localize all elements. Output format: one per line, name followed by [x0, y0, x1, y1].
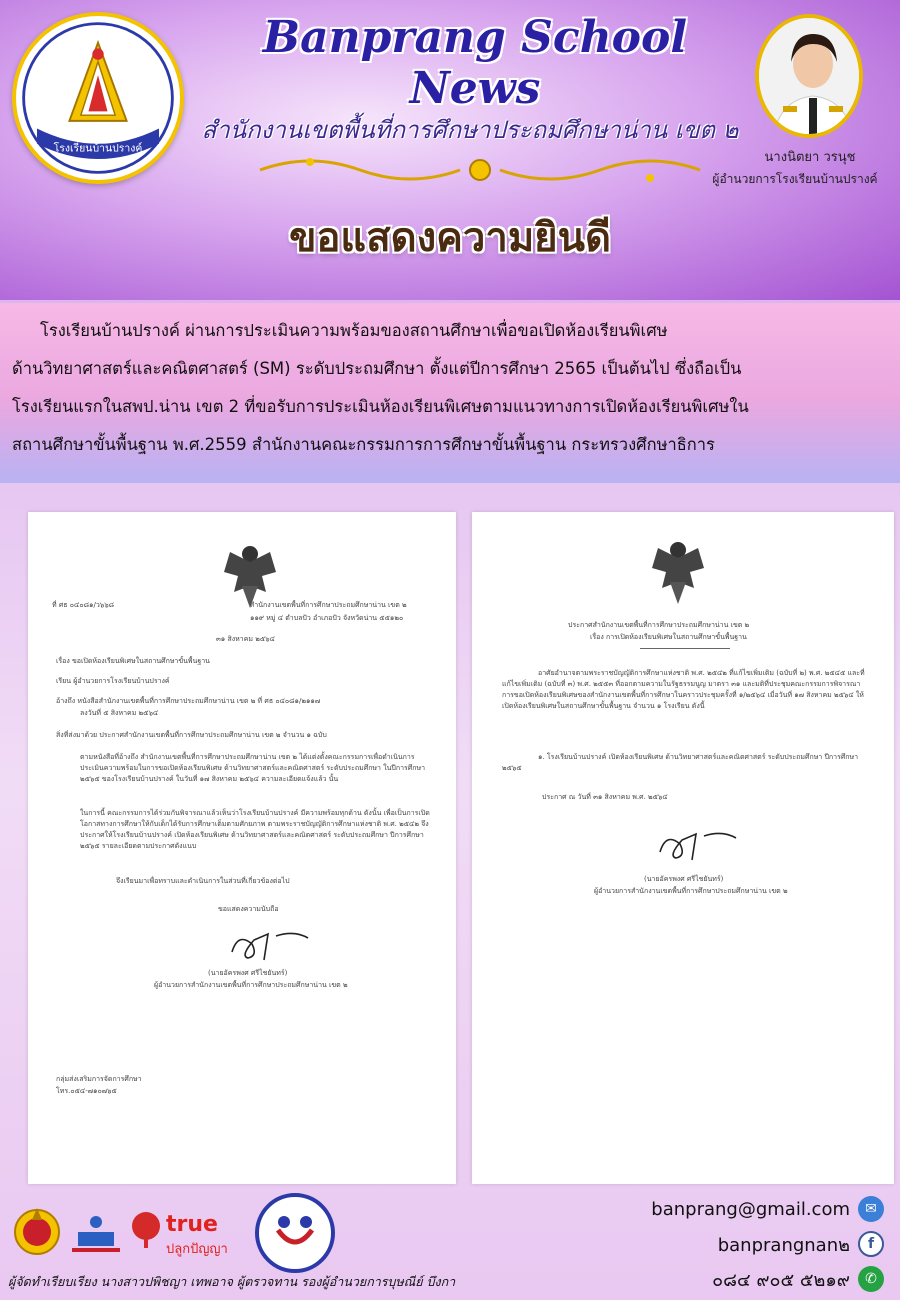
whatsapp-phone-icon: ✆ — [858, 1266, 884, 1292]
gold-ornament-divider — [250, 150, 710, 190]
letter-office: สำนักงานเขตพื้นที่การศึกษาประถมศึกษาน่าน เขต ๒ — [250, 601, 407, 609]
tree-logo-icon — [126, 1210, 166, 1250]
announcement-doc-date: ประกาศ ณ วันที่ ๓๑ สิงหาคม พ.ศ. ๒๕๖๔ — [542, 793, 668, 801]
official-letter-document — [28, 512, 456, 1184]
school-logo-text: โรงเรียนบ้านปรางค์ — [53, 142, 143, 155]
letter-attachment: สิ่งที่ส่งมาด้วย ประกาศสำนักงานเขตพื้นที่การศึกษาประถมศึกษาน่าน เขต ๒ จำนวน ๑ ฉบับ — [56, 731, 327, 739]
signature-image — [652, 826, 742, 864]
facebook-text[interactable]: banprangnan๒ — [717, 1234, 850, 1256]
letter-address: ๑๑๙ หมู่ ๔ ตำบลปัว อำเภอปัว จังหวัดน่าน ๕๕๑๒๐ — [250, 614, 404, 622]
announcement-text — [12, 312, 892, 464]
letter-paragraph: ตามหนังสือที่อ้างถึง สำนักงานเขตพื้นที่การศึกษาประถมศึกษาน่าน เขต ๒ ได้แต่งตั้งคณะกรรมการเพื่อดำเนินการประเมินความพร้อมในการขอเปิดห้องเรียนพิเศษ ด้านวิทยาศาสตร์และคณิตศาสตร์ ระดับประถมศึกษา ในปีการศึกษา ๒๕๖๕ ของโรงเรียนบ้านปรางค์ ในวันที่ ๑๗ สิงหาคม ๒๕๖๔ ความละเอียดแจ้งแล้ว นั้น — [80, 753, 426, 783]
congratulations-heading: ขอแสดงความยินดี — [289, 215, 611, 261]
director-name: นางนิตยา วรนุช — [764, 150, 856, 165]
letter-paragraph: จึงเรียนมาเพื่อทราบและดำเนินการในส่วนที่เกี่ยวข้องต่อไป — [116, 877, 290, 885]
email-text[interactable]: banprang@gmail.com — [651, 1198, 850, 1220]
director-title: ผู้อำนวยการโรงเรียนบ้านปรางค์ — [712, 172, 878, 186]
contact-phone[interactable] — [554, 1265, 884, 1293]
announcement-line: สถานศึกษาขั้นพื้นฐาน พ.ศ.2559 สำนักงานคณะกรรมการการศึกษาขั้นพื้นฐาน กระทรวงศึกษาธิการ — [12, 435, 715, 454]
announcement-doc-heading: ประกาศสำนักงานเขตพื้นที่การศึกษาประถมศึกษาน่าน เขต ๒ — [568, 621, 750, 629]
obec-logo-icon — [12, 1202, 62, 1258]
letter-reference: อ้างถึง หนังสือสำนักงานเขตพื้นที่การศึกษาประถมศึกษาน่าน เขต ๒ ที่ ศธ ๐๔๐๘๑/๒๑๑๗ — [56, 697, 321, 705]
letter-signer: (นายอัครพงศ ศรีไชยันทร์) — [208, 969, 288, 977]
letter-ref-no: ที่ ศธ ๐๔๐๘๑/ว๖๖๘ — [52, 601, 115, 609]
contact-facebook[interactable] — [554, 1230, 884, 1258]
education-partner-logo-icon — [68, 1212, 124, 1256]
announcement-line: โรงเรียนบ้านปรางค์ ผ่านการประเมินความพร้อมของสถานศึกษาเพื่อขอเปิดห้องเรียนพิเศษ — [40, 321, 668, 340]
announcement-doc-signer-title: ผู้อำนวยการสำนักงานเขตพื้นที่การศึกษาประถมศึกษาน่าน เขต ๒ — [594, 887, 788, 895]
director-portrait — [755, 14, 863, 138]
divider-line — [640, 648, 730, 649]
announcement-line: ด้านวิทยาศาสตร์และคณิตศาสตร์ (SM) ระดับประถมศึกษา ตั้งแต่ปีการศึกษา 2565 เป็นต้นไป ซึ่งถือเป็น — [12, 359, 742, 378]
true-logo-subtext: ปลูกปัญญา — [166, 1242, 228, 1257]
partner-logos — [0, 1190, 560, 1270]
announcement-doc-paragraph: ๑. โรงเรียนบ้านปรางค์ เปิดห้องเรียนพิเศษ ด้านวิทยาศาสตร์และคณิตศาสตร์ ระดับประถมศึกษา ปีการศึกษา ๒๕๖๕ — [502, 753, 859, 772]
letter-paragraph: ในการนี้ คณะกรรมการได้ร่วมกันพิจารณาแล้วเห็นว่าโรงเรียนบ้านปรางค์ มีความพร้อมทุกด้าน ดังนั้น เพื่อเป็นการเปิดโอกาสทางการศึกษาให้กับเด็กได้รับการศึกษาเต็มตามศักยภาพ ตามพระราชบัญญัติการศึกษาแห่งชาติ พ.ศ. ๒๕๔๒ จึงประกาศให้โรงเรียนบ้านปรางค์ เปิดห้องเรียนพิเศษ ด้านวิทยาศาสตร์และคณิตศาสตร์ ระดับประถมศึกษา ปีการศึกษา ๒๕๖๕ รายละเอียดตามประกาศดังแนบ — [80, 809, 430, 850]
news-title: Banprang School News — [262, 12, 688, 114]
announcement-doc-paragraph: อาศัยอำนาจตามพระราชบัญญัติการศึกษาแห่งชาติ พ.ศ. ๒๕๔๒ ที่แก้ไขเพิ่มเติม (ฉบับที่ ๒) พ.ศ. ๒๕๔๕ และที่แก้ไขเพิ่มเติม (ฉบับที่ ๓) พ.ศ. ๒๕๕๓ ที่ออกตามความในรัฐธรรมนูญ มาตรา ๓๑ และมติที่ประชุมคณะกรรมการพิจารณาการขอเปิดห้องเรียนพิเศษของสำนักงานเขตพื้นที่การศึกษาในคราวประชุมครั้งที่ ๑/๒๕๖๔ เมื่อวันที่ ๑๗ สิงหาคม ๒๕๖๔ ให้เปิดห้องเรียนพิเศษในสถานศึกษาขั้นพื้นฐาน จำนวน ๑ โรงเรียน ดังนี้ — [502, 669, 865, 710]
announcement-doc-subject: เรื่อง การเปิดห้องเรียนพิเศษในสถานศึกษาขั้นพื้นฐาน — [590, 633, 747, 641]
official-announcement-document — [472, 512, 894, 1184]
true-logo-text: true — [166, 1212, 218, 1237]
announcement-line: โรงเรียนแรกในสพป.น่าน เขต 2 ที่ขอรับการประเมินห้องเรียนพิเศษตามแนวทางการเปิดห้องเรียนพิเศษใน — [12, 397, 749, 416]
school-logo — [12, 12, 184, 184]
signature-image — [224, 926, 314, 964]
phone-text[interactable]: ๐๘๔ ๙๐๕ ๕๒๑๙ — [712, 1269, 850, 1291]
happy-school-logo-icon — [254, 1192, 336, 1274]
header-banner — [0, 0, 900, 300]
letter-recipient: เรียน ผู้อำนวยการโรงเรียนบ้านปรางค์ — [56, 677, 170, 685]
contact-email[interactable] — [554, 1195, 884, 1223]
office-name: สำนักงานเขตพื้นที่การศึกษาประถมศึกษาน่าน เขต ๒ — [201, 116, 739, 144]
letter-phone: โทร.๐๕๔-๗๑๐๗๖๕ — [56, 1087, 117, 1095]
letter-department: กลุ่มส่งเสริมการจัดการศึกษา — [56, 1075, 142, 1083]
letter-closing: ขอแสดงความนับถือ — [218, 905, 279, 913]
letter-signer-title: ผู้อำนวยการสำนักงานเขตพื้นที่การศึกษาประถมศึกษาน่าน เขต ๒ — [154, 981, 348, 989]
email-icon: ✉ — [858, 1196, 884, 1222]
facebook-icon: f — [858, 1231, 884, 1257]
announcement-doc-signer: (นายอัครพงศ ศรีไชยันทร์) — [644, 875, 724, 883]
letter-reference-date: ลงวันที่ ๕ สิงหาคม ๒๕๖๔ — [80, 709, 159, 717]
letter-subject: เรื่อง ขอเปิดห้องเรียนพิเศษในสถานศึกษาขั้นพื้นฐาน — [56, 657, 210, 665]
credits-line: ผู้จัดทำเรียบเรียง นางสาวปพิชญา เทพอาจ ผู้ตรวจทาน รองผู้อำนวยการบุษณีย์ บึงกา — [8, 1274, 456, 1289]
letter-date: ๓๑ สิงหาคม ๒๕๖๔ — [216, 635, 275, 643]
garuda-emblem-icon — [648, 538, 708, 608]
